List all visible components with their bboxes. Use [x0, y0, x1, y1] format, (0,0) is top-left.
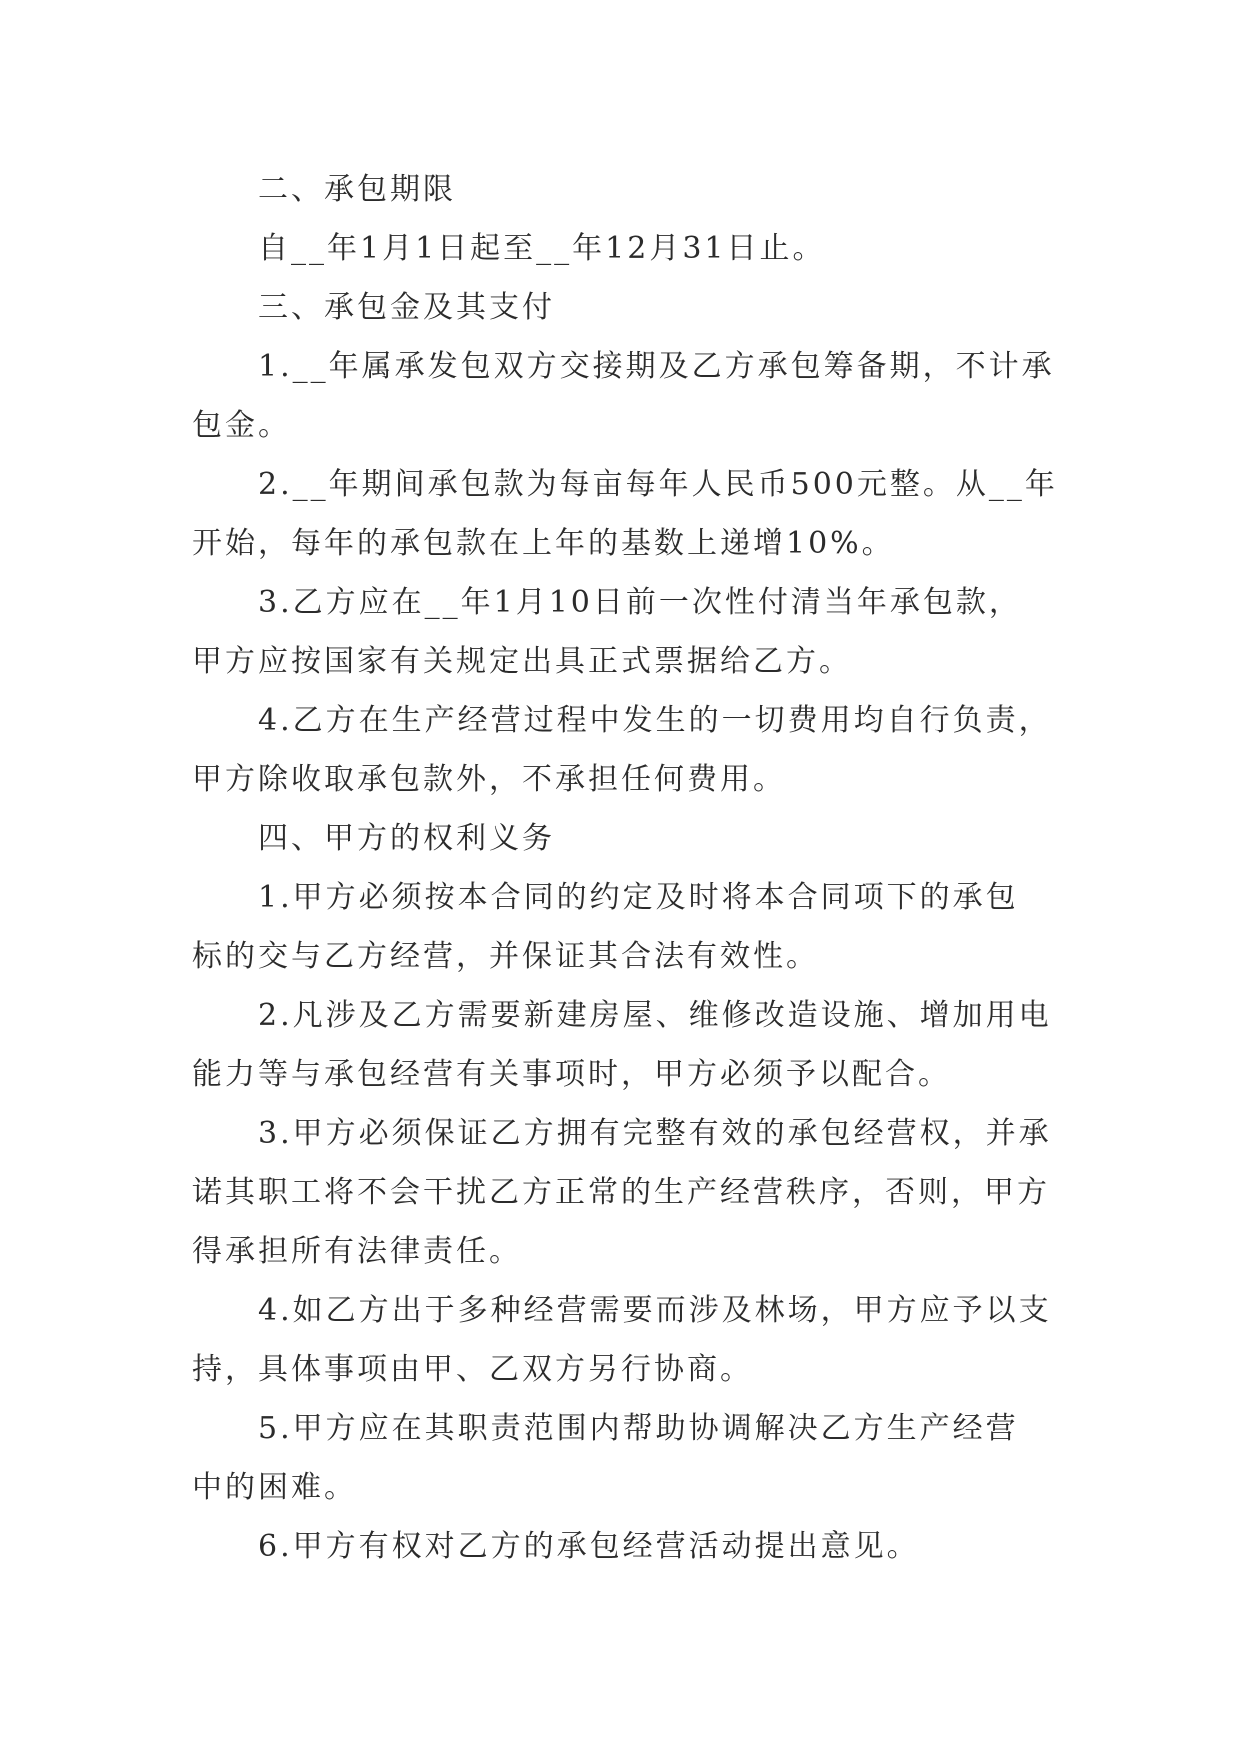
paragraph-line: 能力等与承包经营有关事项时，甲方必须予以配合。	[192, 1057, 951, 1092]
paragraph-line: 1.甲方必须按本合同的约定及时将本合同项下的承包	[258, 880, 1019, 915]
paragraph-line: 4.如乙方出于多种经营需要而涉及林场，甲方应予以支	[258, 1293, 1052, 1328]
paragraph-line: 1.__年属承发包双方交接期及乙方承包筹备期，不计承	[258, 349, 1055, 384]
paragraph-line: 3.乙方应在__年1月10日前一次性付清当年承包款，	[258, 585, 1022, 620]
paragraph-line: 标的交与乙方经营，并保证其合法有效性。	[192, 939, 819, 974]
section-heading-term: 二、承包期限	[258, 172, 456, 207]
paragraph-line: 自__年1月1日起至__年12月31日止。	[258, 231, 826, 266]
section-heading-rights: 四、甲方的权利义务	[258, 821, 555, 856]
paragraph-line: 甲方除收取承包款外，不承担任何费用。	[192, 762, 786, 797]
paragraph-line: 6.甲方有权对乙方的承包经营活动提出意见。	[258, 1529, 920, 1564]
paragraph-line: 诺其职工将不会干扰乙方正常的生产经营秩序，否则，甲方	[192, 1175, 1050, 1210]
section-heading-payment: 三、承包金及其支付	[258, 290, 555, 325]
paragraph-line: 得承担所有法律责任。	[192, 1234, 522, 1269]
paragraph-line: 持，具体事项由甲、乙双方另行协商。	[192, 1352, 753, 1387]
paragraph-line: 2.凡涉及乙方需要新建房屋、维修改造设施、增加用电	[258, 998, 1052, 1033]
paragraph-line: 中的困难。	[192, 1470, 357, 1505]
paragraph-line: 5.甲方应在其职责范围内帮助协调解决乙方生产经营	[258, 1411, 1019, 1446]
paragraph-line: 包金。	[192, 408, 291, 443]
document-body	[192, 160, 1072, 1576]
paragraph-line: 甲方应按国家有关规定出具正式票据给乙方。	[192, 644, 852, 679]
paragraph-line: 4.乙方在生产经营过程中发生的一切费用均自行负责，	[258, 703, 1052, 738]
paragraph-line: 2.__年期间承包款为每亩每年人民币500元整。从__年	[258, 467, 1058, 502]
paragraph-line: 开始，每年的承包款在上年的基数上递增10%。	[192, 526, 895, 561]
paragraph-line: 3.甲方必须保证乙方拥有完整有效的承包经营权，并承	[258, 1116, 1052, 1151]
